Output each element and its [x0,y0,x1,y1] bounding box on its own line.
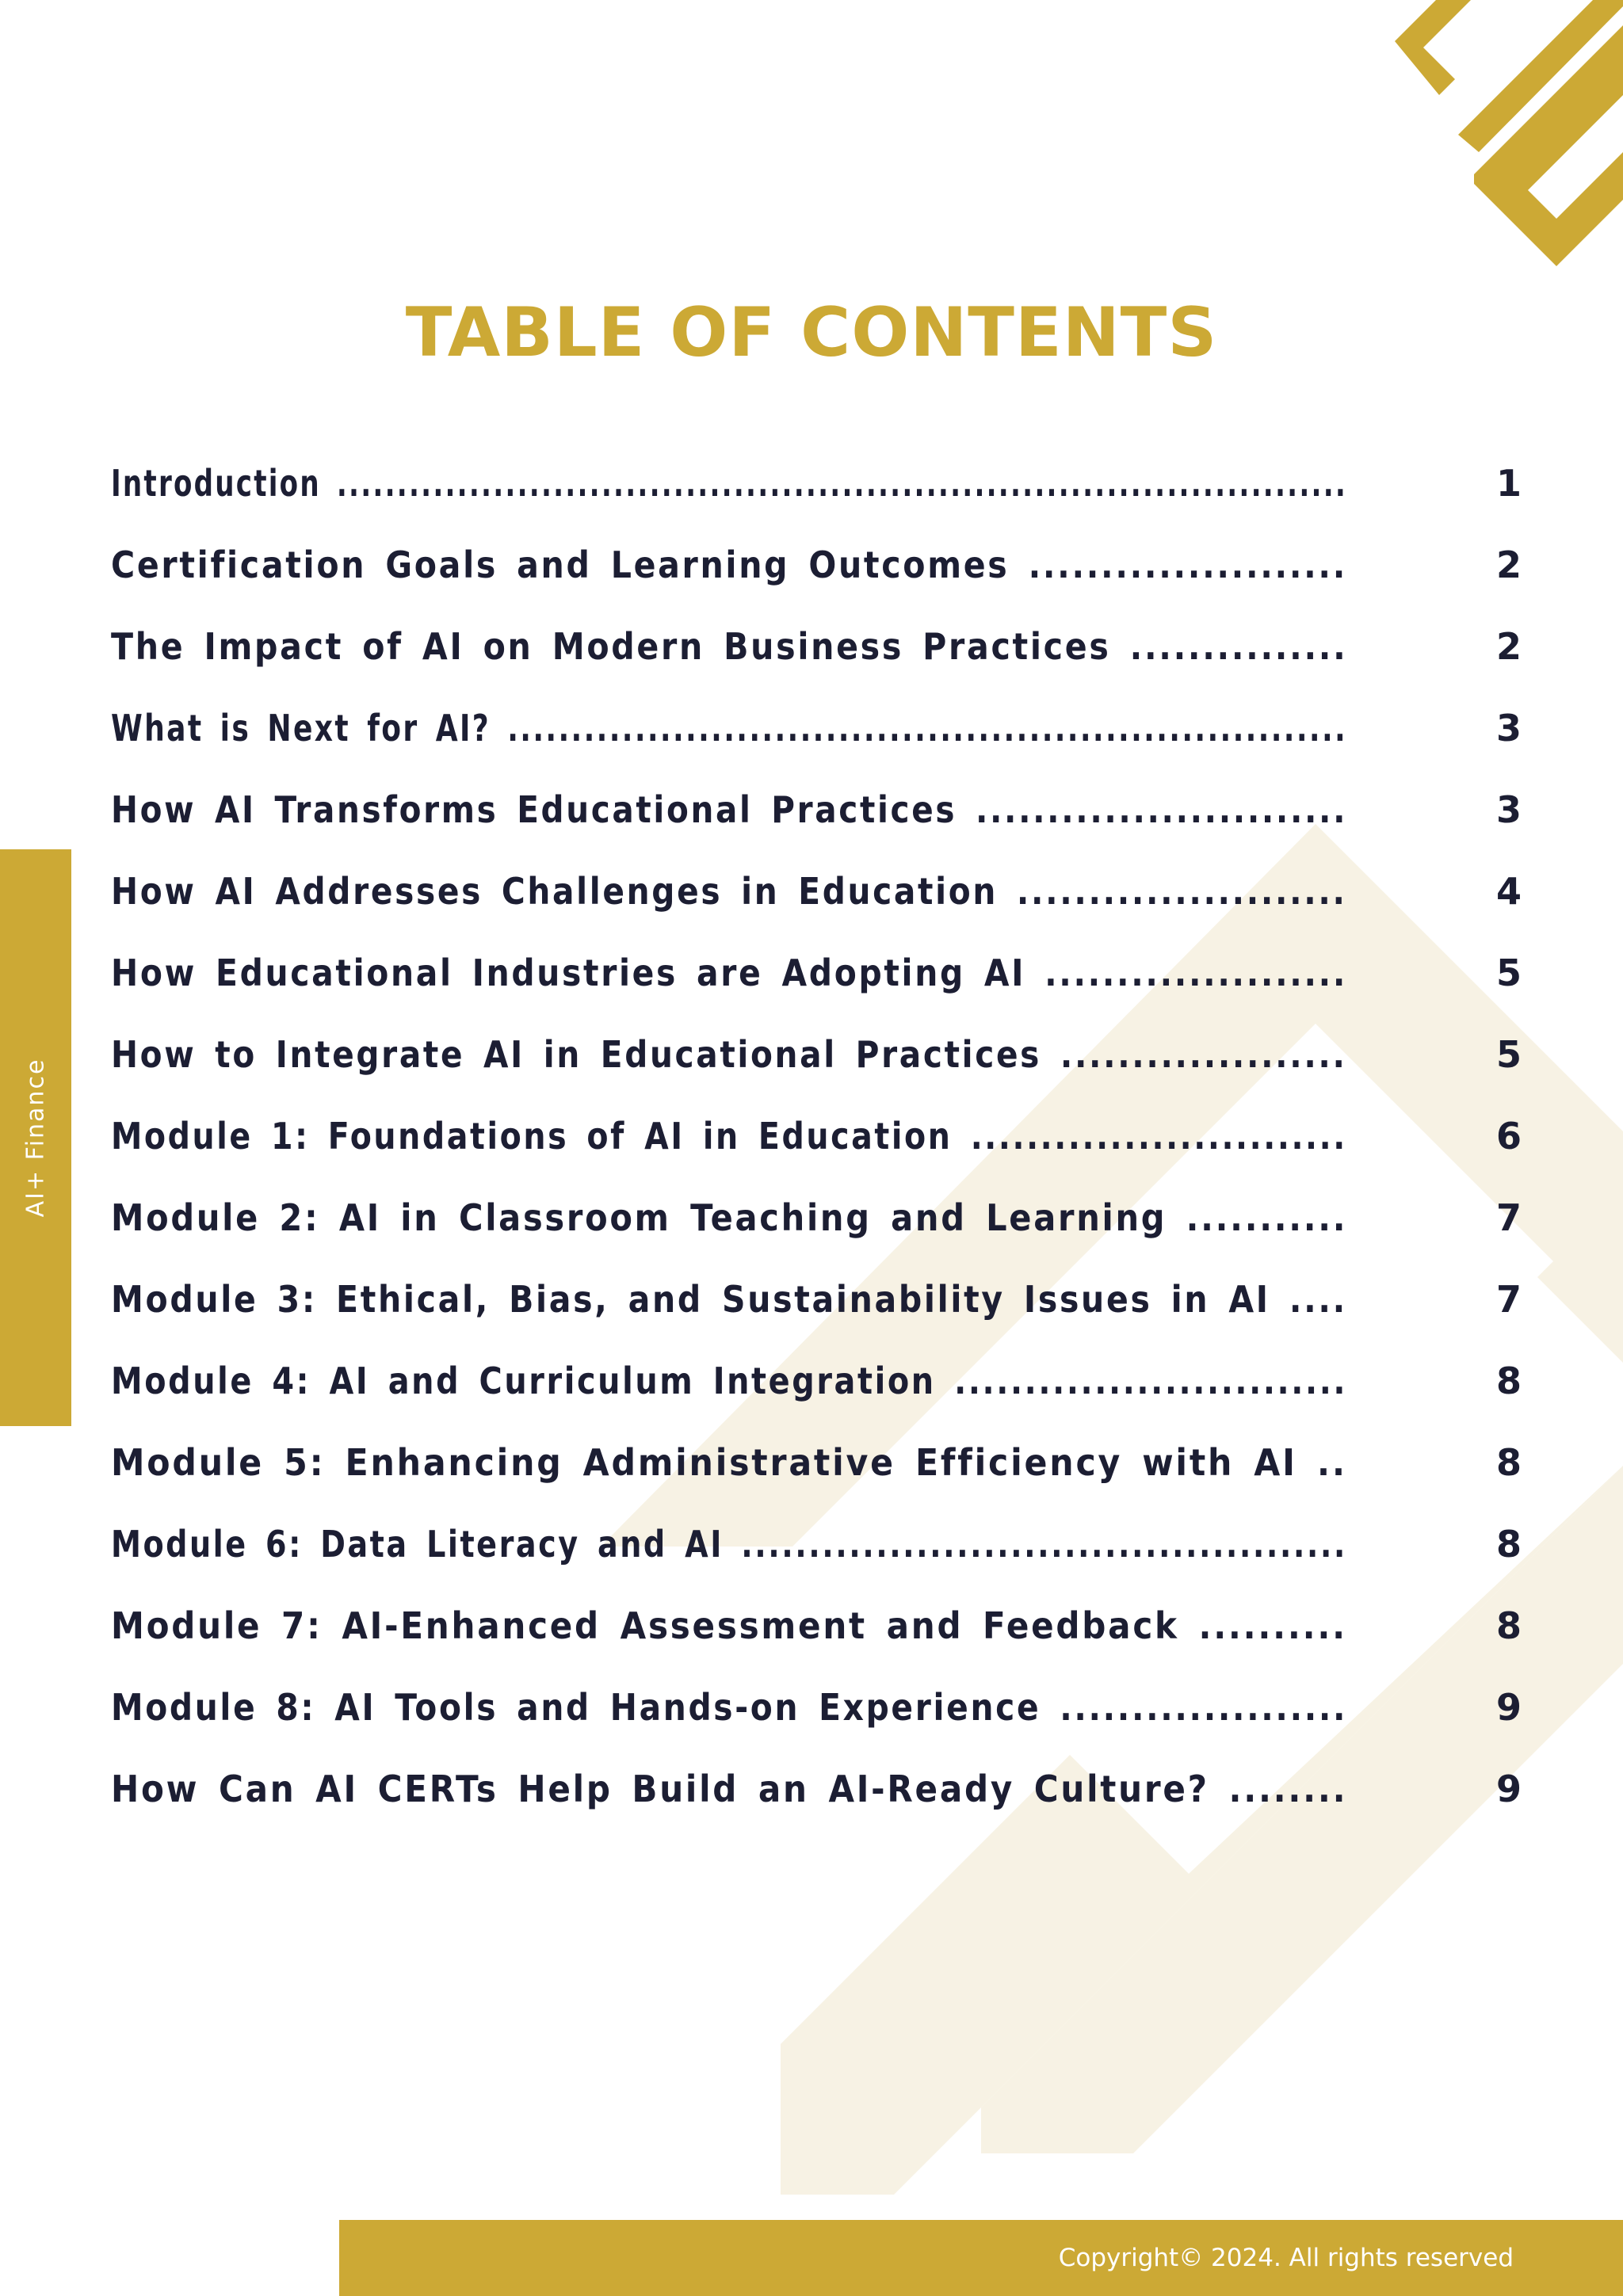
toc-entry-page-number: 5 [1495,1033,1522,1076]
toc-entry-page-number: 3 [1495,788,1522,831]
page-title: TABLE OF CONTENTS [405,293,1218,372]
side-tab [0,849,71,1426]
toc-entry-title: Module 4: AI and Curriculum Integration ............................ [111,1360,1348,1402]
toc-entry-page-number: 2 [1495,543,1522,586]
toc-entry[interactable] [111,615,1522,696]
toc-entry-page-number: 6 [1495,1115,1522,1158]
toc-entry-title: The Impact of AI on Modern Business Practices ............... [111,625,1348,668]
toc-entry-page-number: 7 [1495,1278,1522,1321]
toc-entry-title: Module 6: Data Literacy and AI ............................................. [111,1523,1347,1566]
toc-entry-title: Module 2: AI in Classroom Teaching and Learning ........... [111,1196,1348,1239]
toc-entry[interactable] [111,1023,1522,1104]
toc-entry-title: What is Next for AI? .................................................................. [111,707,1348,749]
toc-entry-page-number: 2 [1495,625,1522,668]
toc-entry[interactable] [111,1186,1522,1268]
toc-entry-title: Certification Goals and Learning Outcomes ...................... [111,543,1348,586]
toc-entry[interactable] [111,941,1522,1023]
toc-entry-title: Module 1: Foundations of AI in Education ........................... [111,1115,1347,1158]
toc-entry[interactable] [111,696,1522,778]
toc-entry[interactable] [111,1512,1522,1594]
toc-entry-page-number: 8 [1495,1523,1522,1566]
toc-entry-page-number: 4 [1495,870,1522,913]
toc-entry[interactable] [111,860,1522,941]
side-tab-label: AI+ Finance [21,1058,50,1218]
toc-entry-page-number: 8 [1495,1604,1522,1647]
toc-entry-title: Module 3: Ethical, Bias, and Sustainability Issues in AI .... [111,1278,1347,1321]
toc-entry[interactable] [111,1676,1522,1757]
toc-entry[interactable] [111,1431,1522,1512]
toc-entry-page-number: 8 [1495,1441,1522,1484]
table-of-contents [111,452,1522,1839]
toc-entry[interactable] [111,778,1522,860]
toc-entry-title: Introduction .................................................................................... [111,462,1348,505]
toc-entry-title: How AI Transforms Educational Practices .......................... [111,788,1348,831]
toc-entry[interactable] [111,1349,1522,1431]
toc-entry-title: How to Integrate AI in Educational Practices .................... [111,1033,1347,1076]
toc-entry[interactable] [111,1104,1522,1186]
toc-entry-page-number: 9 [1495,1686,1522,1729]
toc-entry-title: Module 5: Enhancing Administrative Efficiency with AI .. [111,1441,1347,1484]
toc-entry-title: How Educational Industries are Adopting AI ..................... [111,952,1348,994]
toc-entry-title: How AI Addresses Challenges in Education ....................... [111,870,1347,913]
corner-stripe-1 [1395,0,1471,95]
toc-entry-title: How Can AI CERTs Help Build an AI-Ready Culture? ........ [111,1768,1348,1810]
toc-entry-page-number: 5 [1495,952,1522,994]
footer-bar [339,2220,1623,2296]
toc-entry-page-number: 8 [1495,1360,1522,1402]
toc-entry-page-number: 9 [1495,1768,1522,1810]
toc-entry-page-number: 1 [1495,462,1522,505]
toc-entry[interactable] [111,1268,1522,1349]
corner-decoration [1395,0,1623,285]
toc-entry[interactable] [111,1594,1522,1676]
toc-entry-page-number: 7 [1495,1196,1522,1239]
toc-entry[interactable] [111,452,1522,533]
toc-entry[interactable] [111,1757,1522,1839]
copyright-text: Copyright© 2024. All rights reserved [1058,2244,1514,2272]
toc-entry-title: Module 8: AI Tools and Hands-on Experience .................... [111,1686,1348,1729]
toc-entry-title: Module 7: AI-Enhanced Assessment and Feedback .......... [111,1604,1347,1647]
toc-entry[interactable] [111,533,1522,615]
toc-entry-page-number: 3 [1495,707,1522,749]
